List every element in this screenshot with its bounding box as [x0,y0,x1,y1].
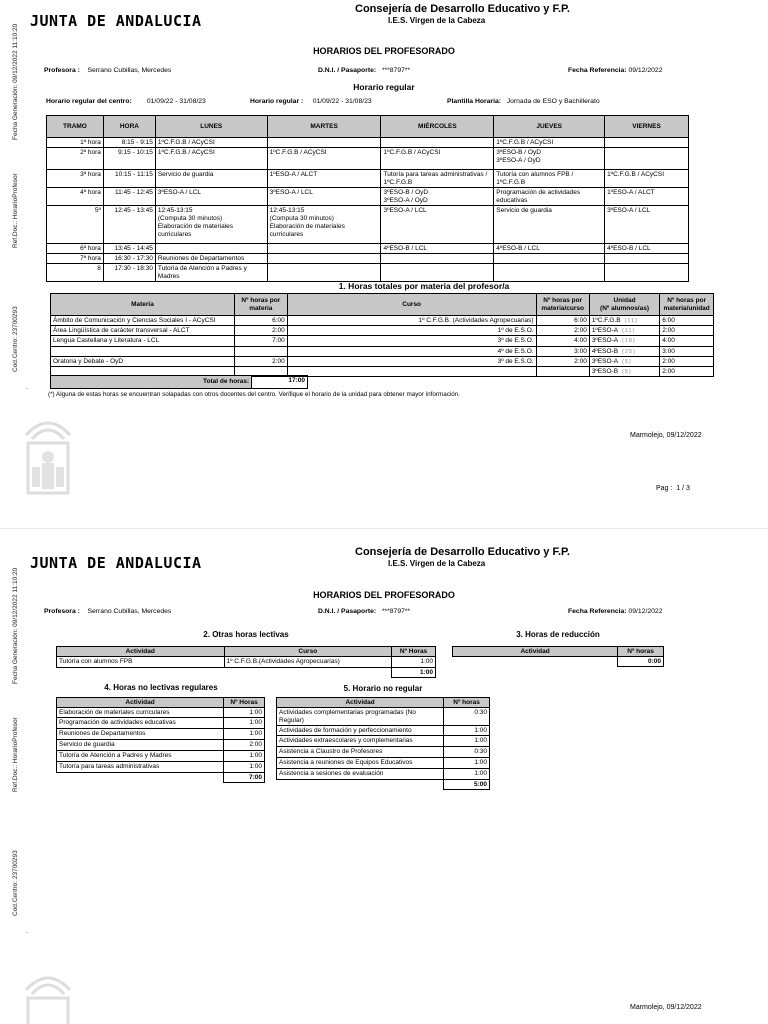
horas-unidad-cell: 2:00 [660,326,714,336]
materia-cell [51,347,235,357]
table-row [51,347,714,357]
col-horas-unidad: Nº horas por materia/unidad [660,294,714,316]
col-lunes: LUNES [155,116,267,138]
schedule-cell [605,264,689,282]
dot-mark: . [26,384,28,391]
consejeria-title: Consejería de Desarrollo Educativo y F.P. [355,3,570,15]
unidad-alumnos: (11) [622,327,636,334]
schedule-cell: Tutoría para tareas administrativas / 1ºC.F.G.B [381,170,494,188]
schedule-cell [267,138,381,148]
schedule-cell: 1ºC.F.G.B / ACyCSI [381,148,494,170]
col-curso: Curso [287,294,536,316]
junta-logo-2: JUNTA DE ANDALUCIA [30,554,202,572]
table-row [47,264,689,282]
horas-materia-cell: 2:00 [234,326,287,336]
otras-col-horas: Nº Horas [392,647,436,657]
no-regular-table [276,697,490,790]
junta-logo: JUNTA DE ANDALUCIA [30,12,202,30]
schedule-cell: 8:15 - 9:15 [103,138,155,148]
no-regular-body [277,708,490,780]
table-row [57,729,265,740]
schedule-cell: 4ºESO-B / LCL [605,244,689,254]
no-regular-title: 5. Horario no regular [343,684,423,693]
unidad-name: 4ºESO-B [591,347,619,355]
table-row [57,718,265,729]
table-row [277,708,490,726]
schedule-cell [267,264,381,282]
col-viernes: VIERNES [605,116,689,138]
schedule-cell [381,264,494,282]
profesora-info: Profesora : Serrano Cubillas, Mercedes [44,67,172,74]
reduccion-col-horas: Nº horas [618,647,664,657]
col-miercoles: MIÉRCOLES [381,116,494,138]
materia-cell: Área Lingüística de carácter transversal - ALCT [51,326,235,336]
table-row [47,244,689,254]
horario-centro-info: Horario regular del centro: 01/09/22 - 31/08/23 [46,98,206,105]
profesora-info-2: Profesora : Serrano Cubillas, Mercedes [44,608,172,615]
no-regular-total: 5:00 [444,780,490,790]
schedule-cell: 1ºC.F.G.B / ACyCSI [605,170,689,188]
unidad-name: 3ºESO-A [591,357,619,365]
fecha-ref-info-2: Fecha Referencia: 09/12/2022 [568,608,663,615]
page-number: Pag : 1 / 3 [656,485,690,492]
total-horas-label: Total de horas: [51,376,252,389]
no-lectivas-title: 4. Horas no lectivas regulares [104,683,218,692]
schedule-cell: Servicio de guardia [494,206,605,244]
horas-materia-cell [234,347,287,357]
horas-unidad-cell: 4:00 [660,336,714,347]
ies-name-2: I.E.S. Virgen de la Cabeza [388,559,486,568]
col-unidad: Unidad (Nº alumnos/as) [589,294,659,316]
horas-unidad-cell: 2:00 [660,357,714,367]
table-row [277,769,490,780]
unidad-cell [589,347,659,357]
schedule-cell: 3ª hora [47,170,104,188]
materias-total [50,375,308,389]
schedule-cell: 3ºESO-A / LCL [605,206,689,244]
curso-cell: 1º C.F.G.B. (Actividades Agropecuarias) [287,316,536,326]
actividad-cell: Servicio de guardia [57,740,224,751]
schedule-cell: Programación de actividades educativas [494,188,605,206]
materias-table [50,293,714,377]
table-row [51,326,714,336]
horas-unidad-cell: 3:00 [660,347,714,357]
unidad-cell [589,367,659,377]
table-row [47,188,689,206]
table-row: Tutoría con alumnos FPB 1º C.F.G.B.(Actividades Agropecuarias) 1:00 [57,657,436,668]
horas-cell: 1:00 [224,718,265,729]
horas-curso-cell [536,367,589,377]
col-hora: HORA [103,116,155,138]
cod-centro-2: Cod.Centro: 23700293 [12,850,19,916]
otras-col-curso: Curso [224,647,392,657]
schedule-body [47,138,689,282]
fecha-generacion-2: Fecha Generación: 09/12/2022 11:10:20 [12,567,19,684]
table-row [47,138,689,148]
curso-cell [287,367,536,377]
curso-cell: 3º de E.S.O. [287,357,536,367]
col-horas-curso: Nº horas por materia/curso [536,294,589,316]
schedule-cell: 3ºESO-A / LCL [381,206,494,244]
unidad-cell [589,336,659,347]
no-lectivas-table [56,697,265,783]
horas-curso-cell: 2:00 [536,326,589,336]
horas-cell: 1:00 [444,758,490,769]
schedule-cell [267,254,381,264]
schedule-cell: 1ºC.F.G.B / ACyCSI [267,148,381,170]
actividad-cell: Actividades complementarias programadas (No Regular) [277,708,444,726]
horas-materia-cell: 7:00 [234,336,287,347]
ref-doc-2: Ref.Doc.: HorarioProfesor [12,717,19,792]
schedule-cell: 12:45 - 13:45 [103,206,155,244]
col-martes: MARTES [267,116,381,138]
schedule-table [46,115,689,282]
junta-seal-watermark [18,405,78,497]
table-row [51,357,714,367]
schedule-cell: 3ºESO-B / OyD 3ºESO-A / OyD [381,188,494,206]
curso-cell: 1º de E.S.O. [287,326,536,336]
schedule-cell: 1ºC.F.G.B / ACyCSI [155,148,267,170]
ies-name: I.E.S. Virgen de la Cabeza [388,16,486,25]
unidad-alumnos: (25) [622,348,636,355]
actividad-cell: Asistencia a reuniones de Equipos Educativos [277,758,444,769]
table-row [51,316,714,326]
unidad-cell [589,316,659,326]
unidad-cell [589,326,659,336]
doc-title-2: HORARIOS DEL PROFESORADO [313,590,455,600]
note-text: (*) Alguna de estas horas se encuentran solapadas con otros docentes del centro. Verifique el horario de la unidad para obtener mayor información. [48,391,460,398]
actividad-cell: Programación de actividades educativas [57,718,224,729]
no-regular-col-actividad: Actividad [277,698,444,708]
schedule-cell: 7ª hora [47,254,104,264]
otras-total: 1:00 [392,668,436,678]
unidad-name: 3ºESO-A [591,336,619,344]
page-2 [0,540,768,1024]
schedule-cell: 1ª hora [47,138,104,148]
curso-cell: 4º de E.S.O. [287,347,536,357]
actividad-cell: Actividades de formación y perfeccionamiento [277,726,444,736]
schedule-cell: 12:45-13:15 (Computa 30 minutos) Elaboración de materiales curriculares [267,206,381,244]
schedule-cell: 4ºESO-B / LCL [494,244,605,254]
reduccion-title: 3. Horas de reducción [516,630,600,639]
reduccion-col-actividad: Actividad [453,647,618,657]
schedule-cell: 1ºESO-A / ALCT [605,188,689,206]
table-row [47,170,689,188]
table-row [47,206,689,244]
col-materia: Materia [51,294,235,316]
schedule-cell [605,138,689,148]
dni-info: D.N.I. / Pasaporte: ***8797** [318,67,411,74]
horas-cell: 0:30 [444,708,490,726]
horas-curso-cell: 6:00 [536,316,589,326]
horas-cell: 0:30 [444,747,490,758]
actividad-cell: Actividades extraescolares y complementarias [277,736,444,747]
materia-cell: Oratoria y Debate - OyD [51,357,235,367]
consejeria-title-2: Consejería de Desarrollo Educativo y F.P. [355,546,570,558]
place-date: Marmolejo, 09/12/2022 [630,432,702,439]
schedule-cell: 10:15 - 11:15 [103,170,155,188]
reduccion-total: 0:00 [618,657,664,667]
unidad-name: 1ºESO-A [591,326,619,334]
unidad-cell [589,357,659,367]
horas-cell: 1:00 [224,751,265,762]
actividad-cell: Tutoría de Atención a Padres y Madres [57,751,224,762]
actividad-cell: Tutoría para tareas administrativas [57,762,224,773]
horas-cell: 1:00 [224,708,265,718]
unidad-alumnos: (5) [622,358,632,365]
actividad-cell: Asistencia a sesiones de evaluación [277,769,444,780]
actividad-cell: Reuniones de Departamentos [57,729,224,740]
schedule-cell: 13:45 - 14:45 [103,244,155,254]
total-horas-value: 17:00 [252,376,308,389]
cod-centro: Cod.Centro: 23700293 [12,306,19,372]
curso-cell: 3º de E.S.O. [287,336,536,347]
fecha-ref-info: Fecha Referencia: 09/12/2022 [568,67,663,74]
materia-cell: Lengua Castellana y Literatura - LCL [51,336,235,347]
col-jueves: JUEVES [494,116,605,138]
horas-cell: 1:00 [224,762,265,773]
no-lectivas-body [57,708,265,773]
table-row [47,254,689,264]
no-lectivas-col-horas: Nº Horas [224,698,265,708]
horas-cell: 1:00 [224,729,265,740]
col-tramo: TRAMO [47,116,104,138]
schedule-cell [605,254,689,264]
table-row [47,148,689,170]
materia-cell: Ámbito de Comunicación y Ciencias Sociales I - ACyCSI [51,316,235,326]
table-row [277,726,490,736]
horario-regular-title: Horario regular [353,82,415,92]
schedule-cell: 8 [47,264,104,282]
actividad-cell: Asistencia a Claustro de Profesores [277,747,444,758]
no-regular-col-horas: Nº horas [444,698,490,708]
table-row [57,740,265,751]
otras-table [56,646,436,678]
materias-body [51,316,714,377]
horas-unidad-cell: 2:00 [660,367,714,377]
table-row [277,736,490,747]
horas-curso-cell: 3:00 [536,347,589,357]
junta-seal-watermark-2 [18,960,78,1024]
schedule-cell: 1ºC.F.G.B / ACyCSI [494,138,605,148]
col-horas-materia: Nº horas por materia [234,294,287,316]
table-row [277,758,490,769]
schedule-cell: Servicio de guardia [155,170,267,188]
actividad-cell: Elaboración de materiales curriculares [57,708,224,718]
table-row [277,747,490,758]
unidad-name: 3ºESO-B [591,367,619,375]
horas-cell: 2:00 [224,740,265,751]
schedule-cell: 4ºESO-B / LCL [381,244,494,254]
schedule-cell: 9:15 - 10:15 [103,148,155,170]
schedule-cell: 3ºESO-A / LCL [267,188,381,206]
table-row [57,751,265,762]
schedule-cell [155,244,267,254]
horas-materia-cell: 2:00 [234,357,287,367]
schedule-cell: 3ºESO-A / LCL [155,188,267,206]
schedule-cell: 16:30 - 17:30 [103,254,155,264]
dni-info-2: D.N.I. / Pasaporte: ***8797** [318,608,411,615]
unidad-alumnos: (5) [622,368,632,375]
horas-cell: 1:00 [444,736,490,747]
schedule-cell: 1ºESO-A / ALCT [267,170,381,188]
unidad-alumnos: (11) [624,317,638,324]
otras-col-actividad: Actividad [57,647,225,657]
schedule-cell: 17:30 - 18:30 [103,264,155,282]
schedule-cell [494,254,605,264]
table-row [51,336,714,347]
materias-title: 1. Horas totales por materia del profesor/a [338,281,510,291]
schedule-cell: 12:45-13:15 (Computa 30 minutos) Elaboración de materiales curriculares [155,206,267,244]
horario-regular-info: Horario regular : 01/09/22 - 31/08/23 [250,98,372,105]
horas-curso-cell: 2:00 [536,357,589,367]
doc-title: HORARIOS DEL PROFESORADO [313,46,455,56]
fecha-generacion: Fecha Generación: 09/12/2022 11:10:20 [12,23,19,140]
horas-materia-cell: 6:00 [234,316,287,326]
schedule-cell: Tutoría con alumnos FPB / 1ºC.F.G.B [494,170,605,188]
table-row [57,762,265,773]
unidad-alumnos: (18) [622,337,636,344]
schedule-cell: 5ª [47,206,104,244]
otras-title: 2. Otras horas lectivas [203,630,289,639]
horas-curso-cell: 4:00 [536,336,589,347]
horas-unidad-cell: 6:00 [660,316,714,326]
no-lectivas-total: 7:00 [224,773,265,783]
ref-doc: Ref.Doc.: HorarioProfesor [12,173,19,248]
schedule-cell: Tutoría de Atención a Padres y Madres [155,264,267,282]
reduccion-table [452,646,664,667]
schedule-cell [605,148,689,170]
schedule-cell: 3ºESO-B / OyD 3ºESO-A / OyD [494,148,605,170]
horas-cell: 1:00 [444,769,490,780]
dot-mark-2: . [26,928,28,935]
page-divider [0,528,768,529]
table-row [57,708,265,718]
schedule-cell: 4ª hora [47,188,104,206]
schedule-cell [267,244,381,254]
no-lectivas-col-actividad: Actividad [57,698,224,708]
unidad-name: 1ºC.F.G.B [591,316,621,324]
schedule-cell: 6ª hora [47,244,104,254]
schedule-cell: 1ºC.F.G.B / ACyCSI [155,138,267,148]
schedule-cell [381,254,494,264]
schedule-cell [494,264,605,282]
place-date-2: Marmolejo, 09/12/2022 [630,1004,702,1011]
schedule-cell: Reuniones de Departamentos [155,254,267,264]
schedule-cell: 11:45 - 12:45 [103,188,155,206]
plantilla-info: Plantilla Horaria: Jornada de ESO y Bachillerato [447,98,600,105]
schedule-cell: 2ª hora [47,148,104,170]
schedule-cell [381,138,494,148]
horas-cell: 1:00 [444,726,490,736]
